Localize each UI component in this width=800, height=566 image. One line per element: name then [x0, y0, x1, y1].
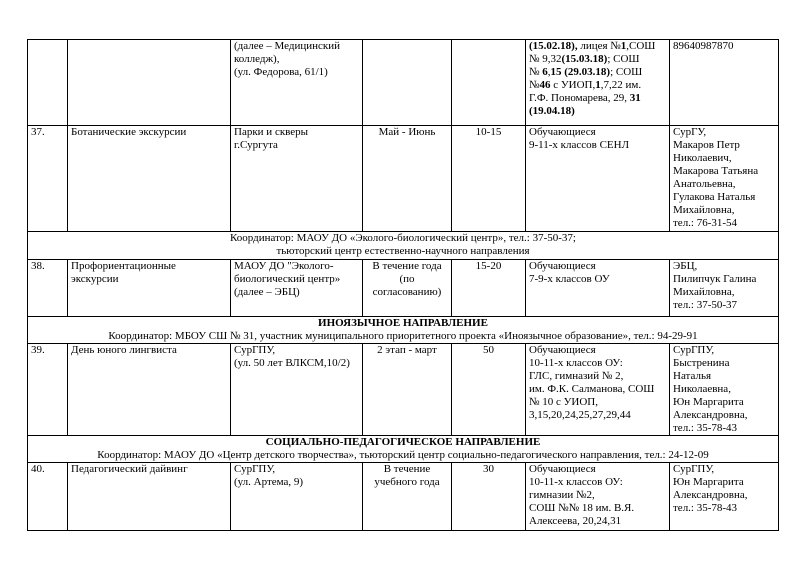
cell-place: СурГПУ, (ул. 50 лет ВЛКСМ,10/2) [231, 344, 363, 436]
cell-date: Май - Июнь [363, 126, 452, 232]
cell-name: Педагогический дайвинг [68, 463, 231, 531]
cell-contact: СурГПУ, Юн Маргарита Александровна, тел.: 35-78-43 [670, 463, 779, 531]
section-title: СОЦИАЛЬНО-ПЕДАГОГИЧЕСКОЕ НАПРАВЛЕНИЕ [265, 436, 541, 448]
cell-participants: Обучающиеся 7-9-х классов ОУ [526, 260, 670, 317]
cell-num: 40. [28, 463, 68, 531]
coordinator-note: Координатор: МАОУ ДО «Центр детского творчества», тьюторский центр социально-педагогического направления, тел.: 24-12-09 [97, 449, 709, 461]
cell-contact: СурГУ, Макаров Петр Николаевич, Макарова Татьяна Анатольевна, Гулакова Наталья Михайловна, тел.: 76-31-54 [670, 126, 779, 232]
table-row [28, 40, 779, 126]
coordinator-note: Координатор: МАОУ ДО «Эколого-биологический центр», тел.: 37-50-37; тьюторский центр естественно-научного направления [28, 232, 779, 260]
coordinator-note: Координатор: МБОУ СШ № 31, участник муниципального приоритетного проекта «Иноязычное образование», тел.: 94-29-91 [108, 330, 698, 342]
cell-date: 2 этап - март [363, 344, 452, 436]
cell-contact: 89640987870 [670, 40, 779, 126]
cell-participants: Обучающиеся 10-11-х классов ОУ: ГЛС, гимназий № 2, им. Ф.К. Салманова, СОШ № 10 с УИОП, 3,15,20,24,25,27,29,44 [526, 344, 670, 436]
cell-num: 37. [28, 126, 68, 232]
cell-count [452, 40, 526, 126]
cell-num: 38. [28, 260, 68, 317]
cell-participants: Обучающиеся 10-11-х классов ОУ: гимназии №2, СОШ №№ 18 им. В.Я. Алексеева, 20,24,31 [526, 463, 670, 531]
coordinator-row [28, 232, 779, 260]
table-row [28, 126, 779, 232]
events-table [27, 39, 779, 531]
cell-name [68, 40, 231, 126]
section-header-row [28, 436, 779, 463]
section-header-row [28, 317, 779, 344]
table-row [28, 344, 779, 436]
cell-name: Профориентационные экскурсии [68, 260, 231, 317]
cell-date: В течение года (по согласованию) [363, 260, 452, 317]
cell-contact: СурГПУ, Быстренина Наталья Николаевна, Юн Маргарита Александровна, тел.: 35-78-43 [670, 344, 779, 436]
cell-count: 50 [452, 344, 526, 436]
cell-participants: (15.02.18), лицея №1,СОШ № 9,32(15.03.18); СОШ № 6,15 (29.03.18); СОШ №46 с УИОП,1,7,22 им. Г.Ф. Пономарева, 29, 31 (19.04.18) [526, 40, 670, 126]
cell-date [363, 40, 452, 126]
cell-contact: ЭБЦ, Пилипчук Галина Михайловна, тел.: 37-50-37 [670, 260, 779, 317]
cell-participants: Обучающиеся 9-11-х классов СЕНЛ [526, 126, 670, 232]
cell-name: Ботанические экскурсии [68, 126, 231, 232]
cell-place: (далее – Медицинский колледж), (ул. Федорова, 61/1) [231, 40, 363, 126]
cell-count: 10-15 [452, 126, 526, 232]
table-row [28, 260, 779, 317]
section-title: ИНОЯЗЫЧНОЕ НАПРАВЛЕНИЕ [318, 317, 488, 329]
cell-place: СурГПУ, (ул. Артема, 9) [231, 463, 363, 531]
cell-date: В течение учебного года [363, 463, 452, 531]
cell-num: 39. [28, 344, 68, 436]
section-header [28, 317, 779, 344]
cell-place: Парки и скверы г.Сургута [231, 126, 363, 232]
cell-count: 30 [452, 463, 526, 531]
section-header [28, 436, 779, 463]
cell-count: 15-20 [452, 260, 526, 317]
table-row [28, 463, 779, 531]
cell-name: День юного лингвиста [68, 344, 231, 436]
cell-place: МАОУ ДО "Эколого- биологический центр» (далее – ЭБЦ) [231, 260, 363, 317]
cell-num [28, 40, 68, 126]
